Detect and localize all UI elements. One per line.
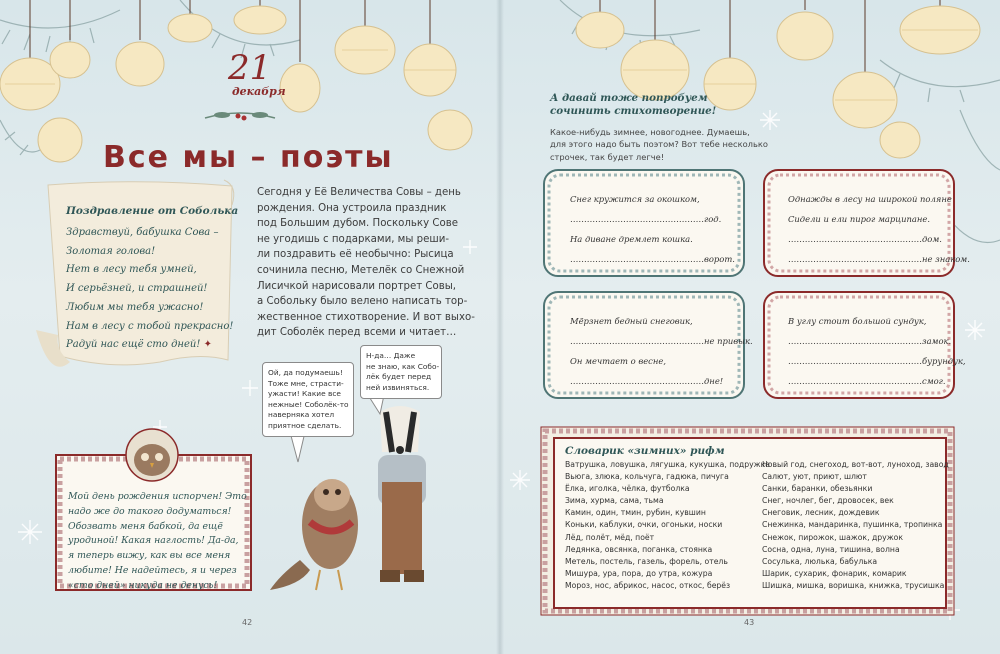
dictionary-entry: Шарик, сухарик, фонарик, комарик — [762, 568, 907, 578]
bubble-line: Н-да… Даже — [366, 351, 416, 360]
right-intro — [550, 126, 768, 163]
bubble-line: Ой, да подумаешь! — [268, 368, 343, 377]
note-line: Обозвать меня бабкой, да ещё — [68, 520, 223, 532]
right-title-line: сочинить стихотворение! — [550, 105, 717, 117]
rhyme-card-4 — [788, 311, 966, 391]
dictionary-entry: Салют, уют, приют, шлют — [762, 472, 867, 482]
card-line: …………………………………………замок. — [788, 336, 952, 346]
bubble-line: наверняка хотел — [268, 410, 335, 419]
dictionary-entry: Лёд, полёт, мёд, поёт — [565, 532, 655, 542]
dictionary-entry: Новый год, снегоход, вот-вот, луноход, завод — [762, 460, 949, 469]
bubble-line: Тоже мне, страсти- — [268, 378, 344, 388]
bubble-line: приятное сделать. — [268, 420, 342, 430]
card-line: На диване дремлет кошка. — [570, 234, 693, 244]
dictionary-entry: Снег, ночлег, бег, дровосек, век — [762, 496, 894, 506]
card-line: …………………………………………смог. — [788, 376, 946, 386]
story-line: Сегодня у Её Величества Совы – день — [257, 187, 461, 198]
dictionary-entry: Ёлка, иголка, чёлка, футболка — [565, 484, 690, 494]
dictionary-entry: Мишура, ура, пора, до утра, кожура — [565, 568, 713, 578]
owl-head-icon — [126, 429, 178, 481]
card-line: …………………………………………бурундук, — [788, 356, 966, 366]
poem-line: И серьёзней, и страшней! — [66, 283, 208, 295]
dictionary-entry: Метель, постель, газель, форель, отель — [565, 556, 728, 566]
bubble-line: ней извиняться. — [366, 382, 430, 392]
card-line: Снег кружится за окошком, — [570, 194, 700, 204]
dictionary-entry: Санки, баранки, обезьянки — [762, 484, 873, 494]
poem — [66, 224, 234, 355]
date-month: декабря — [232, 85, 286, 98]
card-line: …………………………………………не знаком. — [788, 254, 970, 264]
card-line: В углу стоит большой сундук, — [788, 316, 927, 326]
dictionary-right-column — [762, 459, 949, 592]
book-gutter — [496, 0, 504, 654]
holly-icon — [205, 112, 275, 121]
story-line: а Собольку было велено написать тор- — [257, 296, 468, 308]
note-line: надо же до такого додуматься! — [68, 505, 232, 517]
card-line: …………………………………………не привык. — [570, 336, 753, 346]
bubble-line: лёк будет перед — [366, 372, 432, 381]
owl-note — [68, 490, 247, 594]
story-line: Лисичкой нарисовали портрет Совы, — [257, 280, 457, 292]
story-line: дит Соболёк перед всеми и читает… — [257, 327, 457, 339]
dictionary-entry: Мороз, нос, абрикос, насос, откос, берёз — [565, 580, 731, 590]
dictionary-entry: Снежок, пирожок, шажок, дружок — [762, 532, 903, 542]
story-line: не угодишь с подарками, мы реши- — [257, 233, 449, 245]
card-line: …………………………………………ворот. — [570, 254, 735, 264]
dictionary-entry: Снежинка, мандаринка, пушинка, тропинка — [762, 520, 943, 530]
right-title — [550, 92, 716, 118]
note-line: уродиной! Какая наглость! Да-да, — [68, 535, 239, 547]
dictionary-left-column — [565, 459, 770, 592]
card-line: …………………………………………год. — [570, 214, 722, 224]
dictionary-entry: Снеговик, лесник, дождевик — [762, 508, 880, 518]
dictionary-title: Словарик «зимних» рифм — [565, 445, 725, 457]
note-line: я теперь вижу, как вы все меня — [68, 550, 231, 562]
story-line: ли поздравить её необычно: Рысица — [257, 249, 454, 261]
note-line: Мой день рождения испорчен! Это — [68, 491, 247, 502]
dictionary-entry: Зима, хурма, сама, тьма — [565, 496, 664, 506]
dictionary-entry: Сосулька, люлька, бабулька — [762, 556, 878, 566]
dictionary-entry: Сосна, одна, луна, тишина, волна — [762, 544, 900, 554]
poem-line: Нам в лесу с тобой прекрасно! — [66, 320, 234, 332]
scroll-title: Поздравление от Соболька — [66, 205, 239, 217]
card-line: Мёрзнет бедный снеговик, — [570, 316, 693, 326]
story-line: рождения. Она устроила праздник — [257, 202, 447, 214]
dictionary-entry: Шишка, мишка, воришка, книжка, трусишка — [762, 580, 945, 590]
poem-line: Радуй нас ещё сто дней! ✦ — [66, 339, 212, 351]
owl-character — [270, 479, 358, 590]
dictionary-entry: Ватрушка, ловушка, лягушка, кукушка, подружка — [565, 460, 770, 469]
intro-line: для этого надо быть поэтом? Вот тебе несколько — [550, 139, 768, 150]
story-line: сочинила песню, Метелёк со Снежной — [257, 264, 465, 276]
card-line: Он мечтает о весне, — [570, 356, 667, 366]
intro-line: строчек, так будет легче! — [550, 151, 665, 162]
card-line: …………………………………………дне! — [570, 376, 724, 386]
card-line: Сидели и ели пирог марципане. — [788, 214, 930, 224]
card-line: …………………………………………дом. — [788, 234, 942, 244]
date-day: 21 — [228, 48, 272, 88]
rhyme-card-1 — [570, 189, 735, 269]
story-line: жественное стихотворение. И вот выхо- — [257, 311, 475, 323]
badger-character — [378, 406, 426, 582]
star-icon: ✦ — [203, 339, 212, 351]
dictionary-entry: Ледянка, овсянка, поганка, стоянка — [565, 544, 713, 554]
dictionary-entry: Коньки, каблуки, очки, огоньки, носки — [565, 520, 723, 530]
poem-line: Нет в лесу тебя умней, — [66, 264, 197, 276]
page-number-right: 43 — [744, 618, 755, 627]
dictionary-entry: Камин, один, тмин, рубин, кувшин — [565, 508, 706, 518]
bubble-line: не знаю, как Собо- — [366, 361, 440, 371]
right-title-line: А давай тоже попробуем — [550, 92, 708, 104]
rhyme-card-2 — [788, 189, 970, 269]
owl-speech-bubble — [262, 362, 354, 437]
note-line: «сто дней» никуда не денусь! — [68, 579, 218, 591]
page-title: Все мы – поэты — [103, 140, 394, 175]
page-number-left: 42 — [242, 618, 253, 627]
poem-line: Золотая голова! — [66, 245, 156, 257]
dictionary-entry: Вьюга, злюка, кольчуга, гадюка, пичуга — [565, 472, 729, 482]
card-line: Однажды в лесу на широкой поляне — [788, 194, 952, 204]
intro-line: Какое-нибудь зимнее, новогоднее. Думаешь, — [550, 127, 750, 137]
story-text — [257, 185, 475, 341]
bubble-line: ужасти! Какие все — [268, 389, 341, 398]
poem-line: Любим мы тебя ужасно! — [66, 301, 204, 313]
poem-line: Здравствуй, бабушка Сова – — [66, 227, 219, 238]
story-line: под Большим дубом. Поскольку Сове — [257, 218, 458, 230]
note-line: любите! Не надейтесь, я и через — [68, 564, 237, 576]
badger-speech-bubble — [360, 345, 442, 399]
bubble-line: нежные! Соболёк-то — [268, 399, 349, 409]
rhyme-card-3 — [570, 311, 753, 391]
